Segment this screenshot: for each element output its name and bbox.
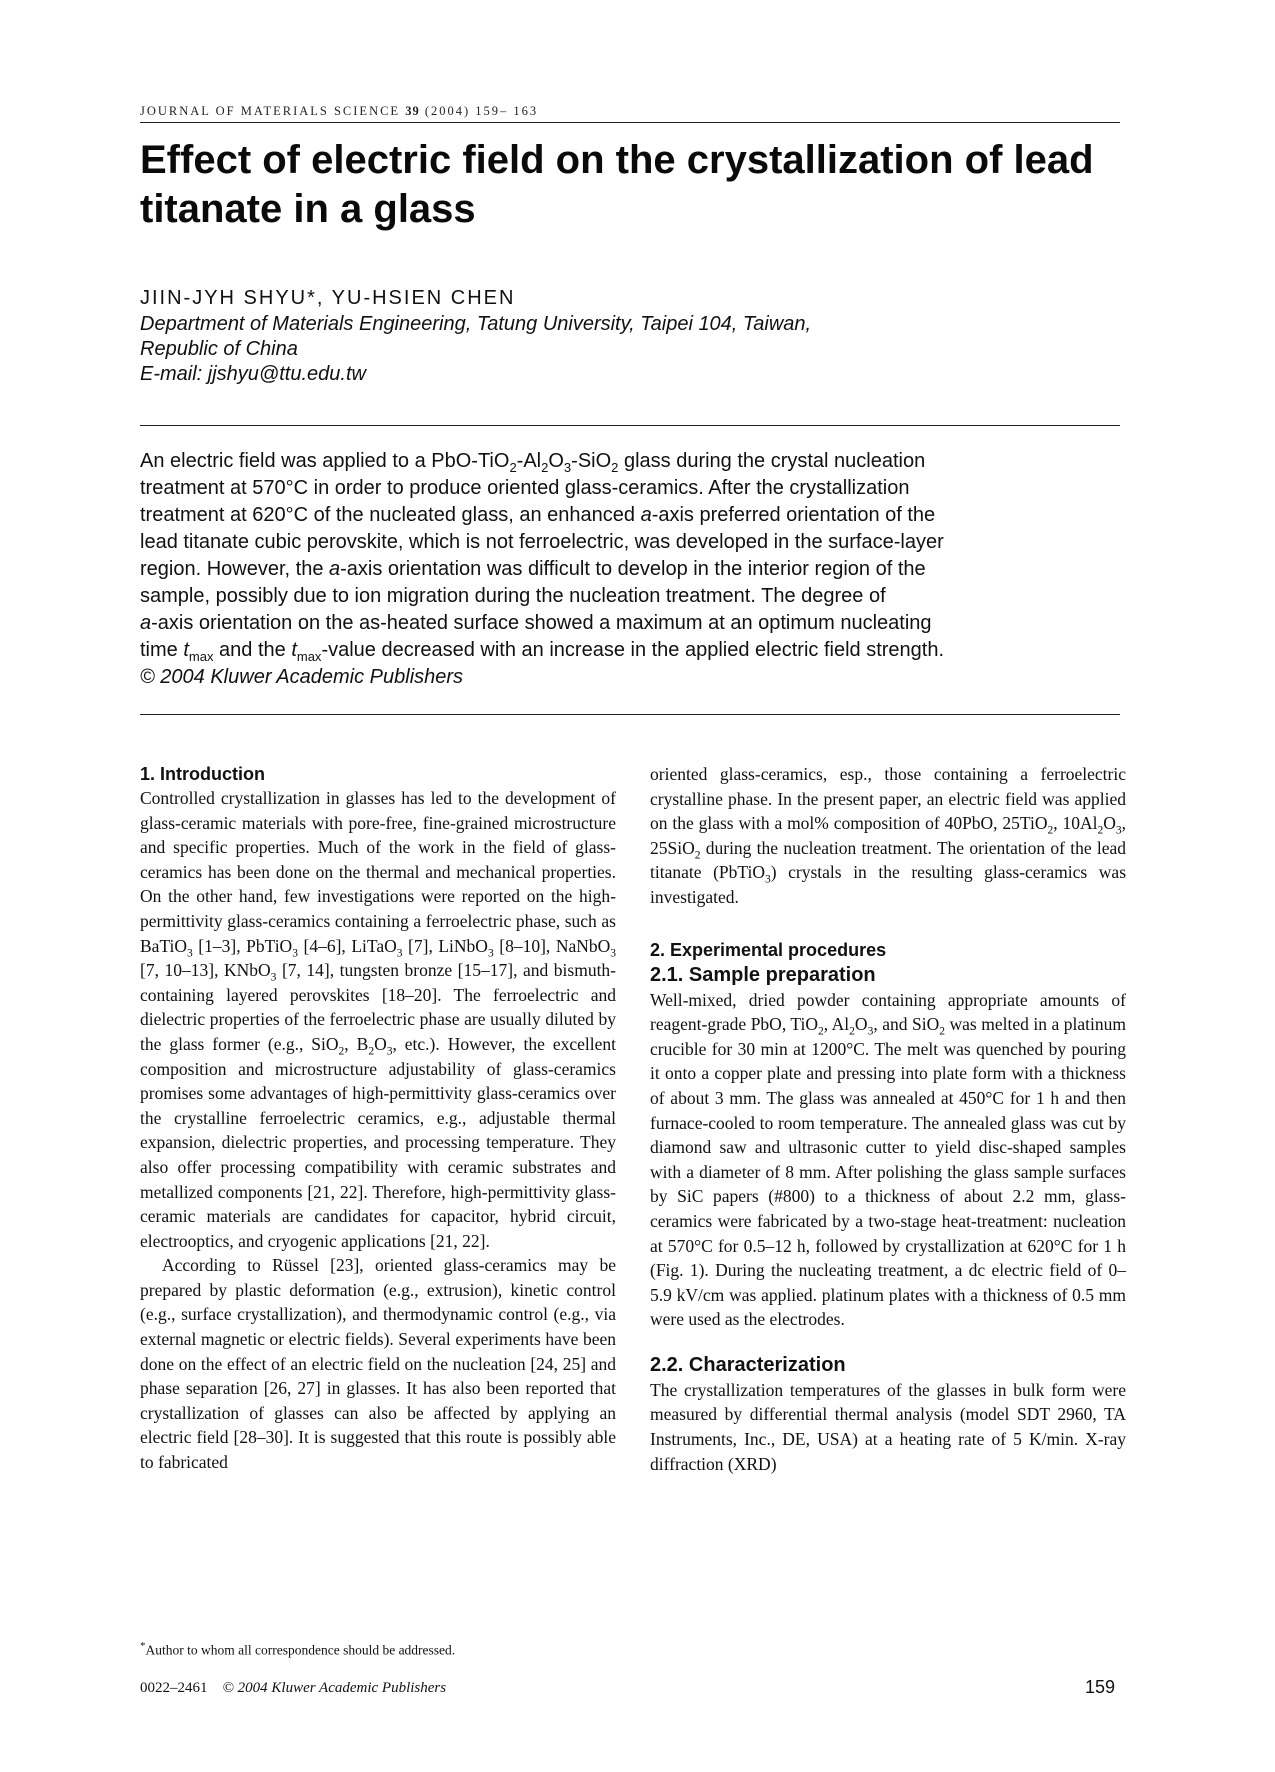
spacer — [650, 1332, 1126, 1352]
abstract-line: sample, possibly due to ion migration during the nucleation treatment. The degree of — [140, 585, 886, 607]
author-email: E-mail: jjshyu@ttu.edu.tw — [140, 363, 366, 385]
body-paragraph: oriented glass-ceramics, esp., those containing a ferroelectric crystalline phase. In the present paper, an electric field was applied on the glass with a mol% composition of 40PbO, 25TiO$_2$, $10Al_2O_3$, 25SiO$_2$ during the nucleation treatment. The orientation of the lead titanate (PbTiO$_3$) crystals in the resulting glass-ceramics was investigated. — [650, 764, 1127, 907]
abstract-line: An electric field was applied to a PbO-$TiO_2-Al_2O_3-SiO_2$ glass during the crystal nucleation — [140, 450, 926, 475]
left-column — [140, 762, 616, 1475]
page-footer — [140, 1680, 446, 1697]
abstract-line: region. However, the a-axis orientation was difficult to develop in the interior region of the — [140, 558, 926, 580]
article-title: Effect of electric field on the crystallization of lead titanate in a glass — [140, 138, 1094, 231]
issn: 0022–2461 — [140, 1680, 208, 1696]
body-paragraph: According to Rüssel [23], oriented glass-ceramics may be prepared by plastic deformation (e.g., extrusion), kinetic control (e.g., surface crystallization), and thermodynamic control (e.g., via external magnetic or electric fields). Several experiments have been done on the effect of an electric field on the nucleation [24, 25] and phase separation [26, 27] in glasses. It has also been reported that crystallization of glasses can also be affected by applying an electric field [28–30]. It is suggested that this route is possibly able to fabricated — [140, 1255, 616, 1473]
abstract-line: lead titanate cubic perovskite, which is not ferroelectric, was developed in the surface-layer — [140, 531, 944, 553]
affiliation-line: Republic of China — [140, 338, 298, 360]
abstract-line: treatment at 620°C of the nucleated glass, an enhanced a-axis preferred orientation of the — [140, 504, 936, 526]
section-heading-introduction: 1. Introduction — [140, 764, 265, 784]
abstract-top-rule — [140, 425, 1120, 426]
body-paragraph: The crystallization temperatures of the glasses in bulk form were measured by differential thermal analysis (model SDT 2960, TA Instruments, Inc., DE, USA) at a heating rate of 5 K/min. X-ray diffraction (XRD) — [650, 1379, 1126, 1474]
footnote — [140, 1640, 455, 1659]
header-rule — [140, 122, 1120, 123]
abstract-line: time $t_{max}$ and the $t_{max}$-value decreased with an increase in the applied electric field strength. — [140, 639, 945, 664]
footnote-mark: * — [140, 1640, 146, 1652]
body-paragraph: Well-mixed, dried powder containing appropriate amounts of reagent-grade PbO, TiO$_2$, $Al_2O_3$, and SiO$_2$ was melted in a platinum crucible for 30 min at 1200°C. The melt was quenched by pouring it onto a copper plate and pressing into plate form with a thickness of about 3 mm. The glass was annealed at 450°C for 1 h and then furnace-cooled to room temperature. The annealed glass was cut by diamond saw and ultrasonic cutter to yield disc-shaped samples with a diameter of 8 mm. After polishing the glass sample surfaces by SiC papers (#800) to a thickness of about 2.2 mm, glass-ceramics were fabricated by a two-stage heat-treatment: nucleation at 570°C for 0.5–12 h, followed by crystallization at 620°C for 1 h (Fig. 1). During the nucleating treatment, a dc electric field of 0–5.9 kV/cm was applied. platinum plates with a thickness of 0.5 mm were used as the electrodes. — [650, 989, 1127, 1330]
footer-copyright: © 2004 Kluwer Academic Publishers — [222, 1680, 447, 1696]
section-heading-experimental: 2. Experimental procedures — [650, 939, 887, 960]
body-paragraph: Controlled crystallization in glasses has led to the development of glass-ceramic materials with pore-free, fine-grained microstructure and specific properties. Much of the work in the field of glass-ceramics has been done on the thermal and mechanical properties. On the other hand, few investigations were reported on the high-permittivity glass-ceramics containing a ferroelectric phase, such as BaTiO$_3$ [1–3], PbTiO$_3$ [4–6], LiTaO$_3$ [7], LiNbO$_3$ [8–10], NaNbO$_3$ [7, 10–13], KNbO$_3$ [7, 14], tungsten bronze [15–17], and bismuth-containing layered perovskites [18–20]. The ferroelectric and dielectric properties of the ferroelectric phase are usually diluted by the glass former (e.g., SiO$_2$, $B_2O_3$, etc.). However, the excellent composition and microstructure adjustability of glass-ceramics promises some advantages of high-permittivity glass-ceramics over the crystalline ferroelectric ceramics, e.g., adjustable thermal expansion, dielectric properties, and processing temperature. They also offer processing compatibility with ceramic substrates and metallized components [21, 22]. Therefore, high-permittivity glass-ceramic materials are candidates for capacitor, hybrid circuit, electrooptics, and cryogenic applications [21, 22]. — [140, 788, 617, 1251]
spacer — [650, 910, 1126, 938]
abstract-bottom-rule — [140, 714, 1120, 715]
page-number: 159 — [1085, 1677, 1116, 1697]
journal-name: JOURNAL OF MATERIALS SCIENCE — [140, 104, 401, 118]
journal-volume: 39 — [405, 104, 420, 118]
affiliation-line: Department of Materials Engineering, Tatung University, Taipei 104, Taiwan, — [140, 313, 812, 335]
abstract-copyright: © 2004 Kluwer Academic Publishers — [140, 666, 464, 688]
abstract — [140, 448, 1130, 691]
affiliation-block — [140, 312, 1040, 387]
right-column — [650, 762, 1126, 1476]
subsection-heading-characterization: 2.2. Characterization — [650, 1353, 846, 1376]
subsection-heading-sample-preparation: 2.1. Sample preparation — [650, 963, 876, 986]
running-header — [140, 104, 538, 119]
abstract-line: treatment at 570°C in order to produce oriented glass-ceramics. After the crystallization — [140, 477, 910, 499]
footnote-text: Author to whom all correspondence should be addressed. — [145, 1642, 456, 1658]
author-list: JIIN-JYH SHYU*, YU-HSIEN CHEN — [140, 287, 516, 309]
journal-year-pages: (2004) 159– 163 — [424, 104, 539, 118]
abstract-line: a-axis orientation on the as-heated surface showed a maximum at an optimum nucleating — [140, 612, 932, 634]
